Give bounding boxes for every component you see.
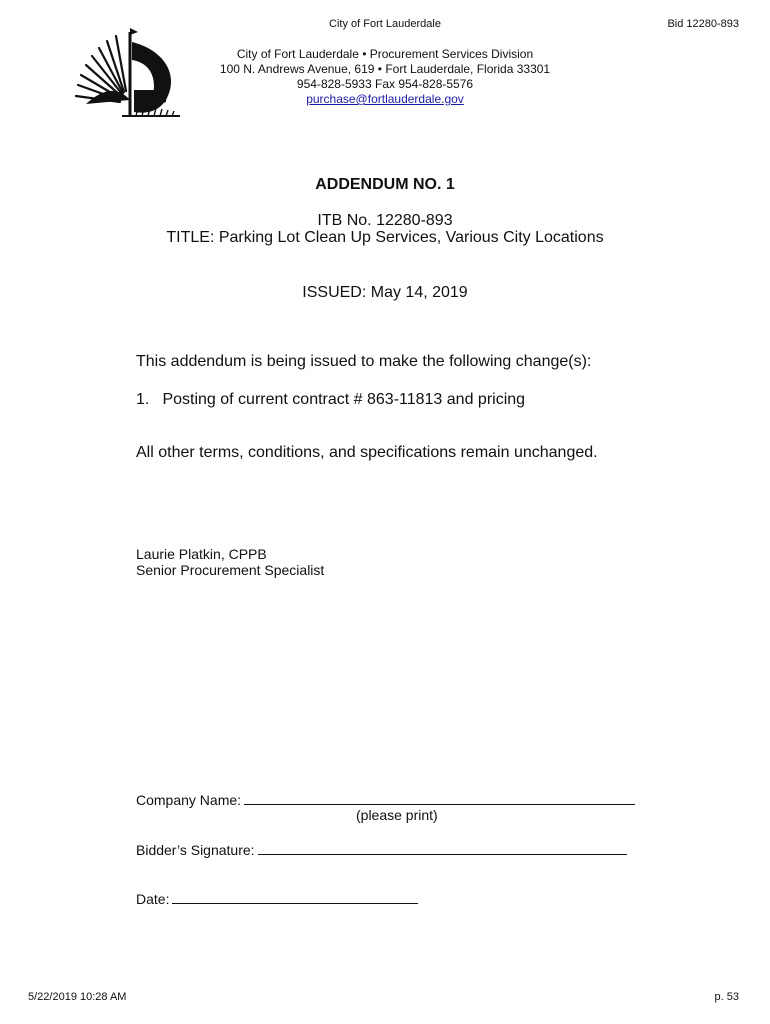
- signer-title: Senior Procurement Specialist: [136, 562, 325, 578]
- company-name-line[interactable]: [244, 790, 635, 805]
- company-name-field: [136, 790, 635, 808]
- signature-field: [136, 840, 627, 858]
- unchanged-text: All other terms, conditions, and specifications remain unchanged.: [136, 444, 598, 461]
- email-link[interactable]: purchase@fortlauderdale.gov: [306, 92, 464, 106]
- list-item-text: Posting of current contract # 863-11813 and pricing: [162, 391, 526, 408]
- intro-text: This addendum is being issued to make the following change(s):: [136, 353, 592, 370]
- footer-timestamp: 5/22/2019 10:28 AM: [28, 991, 127, 1003]
- signature-label: Bidder’s Signature:: [136, 842, 255, 858]
- department-phone: 954-828-5933 Fax 954-828-5576: [296, 77, 474, 91]
- department-name: City of Fort Lauderdale • Procurement Services Division: [236, 47, 534, 61]
- issued-date: ISSUED: May 14, 2019: [302, 284, 468, 301]
- sailboat-sun-logo-icon: [72, 20, 180, 128]
- company-name-label: Company Name:: [136, 792, 242, 808]
- signature-line[interactable]: [258, 840, 627, 855]
- date-label: Date:: [136, 891, 170, 907]
- date-field: [136, 889, 418, 907]
- list-item-number: 1.: [136, 391, 150, 408]
- logo-graphic: [72, 20, 180, 128]
- addendum-title: ADDENDUM NO. 1: [315, 176, 455, 193]
- signer-name: Laurie Platkin, CPPB: [136, 546, 267, 562]
- itb-number: ITB No. 12280-893: [317, 212, 453, 229]
- bid-number: Bid 12280-893: [667, 18, 739, 30]
- print-note: (please print): [356, 807, 438, 823]
- department-address: 100 N. Andrews Avenue, 619 • Fort Lauderdale, Florida 33301: [219, 62, 551, 76]
- date-line[interactable]: [172, 889, 418, 904]
- list-item: [136, 391, 525, 409]
- header-city: City of Fort Lauderdale: [329, 18, 441, 30]
- solicitation-title: TITLE: Parking Lot Clean Up Services, Various City Locations: [166, 229, 604, 246]
- department-block: [200, 47, 570, 107]
- footer-page-number: p. 53: [714, 991, 739, 1003]
